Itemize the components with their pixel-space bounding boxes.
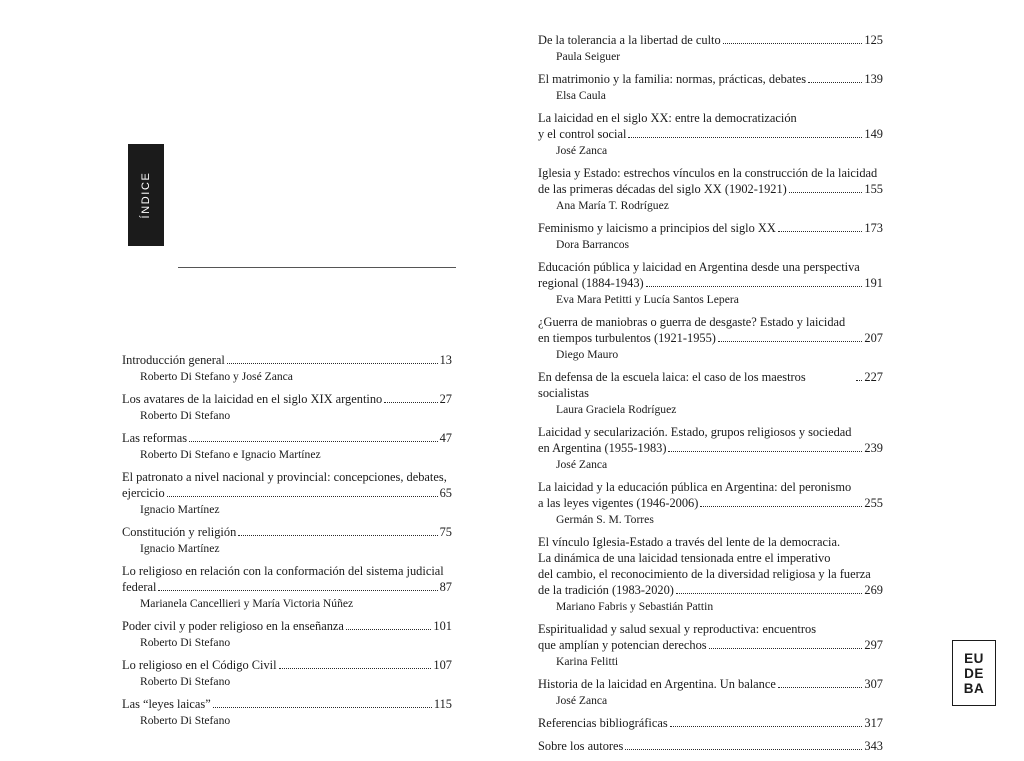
toc-entry[interactable] xyxy=(538,110,883,158)
toc-entry-title: Poder civil y poder religioso en la enseñanza xyxy=(122,619,344,633)
toc-entry-title: regional (1884-1943) xyxy=(538,276,644,290)
toc-leader-dots xyxy=(808,76,862,83)
toc-entry-title: a las leyes vigentes (1946-2006) xyxy=(538,496,699,510)
toc-entry-page-number: 75 xyxy=(439,525,452,539)
toc-leader-dots xyxy=(670,720,863,727)
toc-entry[interactable] xyxy=(538,369,883,417)
publisher-logo-line-1: EU xyxy=(964,650,984,666)
toc-leader-dots xyxy=(384,396,437,403)
toc-leader-dots xyxy=(158,584,437,591)
toc-entry-title: federal xyxy=(122,580,157,594)
toc-entry-page-number: 115 xyxy=(433,697,452,711)
publisher-logo-line-3: BA xyxy=(963,680,985,696)
toc-entry-title: de las primeras décadas del siglo XX (1902-1921) xyxy=(538,182,787,196)
toc-entry-title-line: Laicidad y secularización. Estado, grupos religiosos y sociedad xyxy=(538,425,852,439)
toc-entry-title: El matrimonio y la familia: normas, prácticas, debates xyxy=(538,72,807,86)
toc-entry-author: Eva Mara Petitti y Lucía Santos Lepera xyxy=(556,293,739,306)
toc-entry-title-row xyxy=(538,582,883,598)
toc-entry-title: de la tradición (1983-2020) xyxy=(538,583,674,597)
toc-entry-title: en Argentina (1955-1983) xyxy=(538,441,667,455)
toc-entry-title-line: Espiritualidad y salud sexual y reproductiva: encuentros xyxy=(538,622,817,636)
toc-entry-title-row xyxy=(538,32,883,48)
toc-entry[interactable] xyxy=(538,738,883,754)
toc-right-list xyxy=(538,32,883,761)
toc-entry-title-row xyxy=(538,126,883,142)
toc-entry-title-line: El patronato a nivel nacional y provincial: concepciones, debates, xyxy=(122,470,447,484)
toc-entry-title-row xyxy=(538,738,883,754)
toc-entry-page-number: 173 xyxy=(864,221,883,235)
toc-entry-title: Sobre los autores xyxy=(538,739,624,753)
toc-entry-title-row xyxy=(538,181,883,197)
toc-entry-author: Dora Barrancos xyxy=(556,238,630,251)
toc-entry-title-row xyxy=(538,676,883,692)
toc-entry-title-row xyxy=(538,220,883,236)
toc-entry-title: y el control social xyxy=(538,127,627,141)
toc-entry-author: Laura Graciela Rodríguez xyxy=(556,403,677,416)
toc-left-list xyxy=(122,352,452,735)
toc-leader-dots xyxy=(238,529,437,536)
toc-entry-author: Roberto Di Stefano xyxy=(140,636,231,649)
toc-entry-title-line: ¿Guerra de maniobras o guerra de desgaste? Estado y laicidad xyxy=(538,315,846,329)
toc-entry-page-number: 307 xyxy=(864,677,883,691)
toc-leader-dots xyxy=(213,701,432,708)
toc-entry-title-row xyxy=(538,369,883,401)
toc-entry-title-row xyxy=(538,71,883,87)
toc-entry-title-line: Iglesia y Estado: estrechos vínculos en la construcción de la laicidad xyxy=(538,166,878,180)
toc-entry-title-line: Educación pública y laicidad en Argentina desde una perspectiva xyxy=(538,260,860,274)
toc-entry-title-line: La laicidad y la educación pública en Argentina: del peronismo xyxy=(538,480,852,494)
toc-entry[interactable] xyxy=(538,220,883,252)
toc-entry-author: José Zanca xyxy=(556,144,608,157)
toc-entry-page-number: 343 xyxy=(864,739,883,753)
toc-leader-dots xyxy=(646,280,863,287)
toc-entry-title: que amplían y potencian derechos xyxy=(538,638,707,652)
toc-entry-page-number: 107 xyxy=(433,658,452,672)
toc-entry-author: Roberto Di Stefano xyxy=(140,714,231,727)
toc-leader-dots xyxy=(718,335,862,342)
toc-entry-author: Ana María T. Rodríguez xyxy=(556,199,669,212)
toc-entry-title: En defensa de la escuela laica: el caso de los maestros socialistas xyxy=(538,370,809,400)
toc-leader-dots xyxy=(709,642,863,649)
toc-entry-author: Roberto Di Stefano e Ignacio Martínez xyxy=(140,448,321,461)
toc-entry-title-line: Lo religioso en relación con la conformación del sistema judicial xyxy=(122,564,444,578)
toc-entry-author: Marianela Cancellieri y María Victoria Núñez xyxy=(140,597,354,610)
toc-entry-title-line: La laicidad en el siglo XX: entre la democratización xyxy=(538,111,797,125)
toc-entry-page-number: 125 xyxy=(864,33,883,47)
toc-entry-title-row xyxy=(122,391,452,407)
toc-entry[interactable] xyxy=(538,71,883,103)
toc-entry-page-number: 149 xyxy=(864,127,883,141)
toc-entry-page-number: 155 xyxy=(864,182,883,196)
toc-entry-title: De la tolerancia a la libertad de culto xyxy=(538,33,721,47)
toc-entry[interactable] xyxy=(538,314,883,362)
toc-entry[interactable] xyxy=(122,352,452,384)
toc-entry[interactable] xyxy=(538,32,883,64)
toc-entry-page-number: 239 xyxy=(864,441,883,455)
toc-entry[interactable] xyxy=(122,391,452,423)
toc-entry-title-row xyxy=(538,495,883,511)
toc-entry-title-row xyxy=(122,485,452,501)
toc-entry-title: Introducción general xyxy=(122,353,225,367)
toc-entry-title: Constitución y religión xyxy=(122,525,237,539)
toc-entry-page-number: 47 xyxy=(439,431,452,445)
toc-leader-dots xyxy=(189,435,438,442)
toc-entry-title: Las “leyes laicas” xyxy=(122,697,211,711)
toc-entry-title-row xyxy=(122,657,452,673)
toc-entry-title: en tiempos turbulentos (1921-1955) xyxy=(538,331,716,345)
toc-entry-author: Elsa Caula xyxy=(556,89,606,102)
toc-entry-page-number: 139 xyxy=(864,72,883,86)
toc-entry-title: Lo religioso en el Código Civil xyxy=(122,658,277,672)
toc-entry-title-row xyxy=(538,275,883,291)
toc-entry-page-number: 13 xyxy=(439,353,452,367)
toc-entry-title-row xyxy=(122,579,452,595)
toc-entry[interactable] xyxy=(122,618,452,650)
toc-leader-dots xyxy=(789,186,863,193)
toc-entry[interactable] xyxy=(538,676,883,708)
toc-entry-page-number: 87 xyxy=(439,580,452,594)
toc-entry-author: Roberto Di Stefano xyxy=(140,675,231,688)
toc-entry-title-line: La dinámica de una laicidad tensionada entre el imperativo xyxy=(538,551,831,565)
toc-entry[interactable] xyxy=(122,657,452,689)
section-tab-label: ÍNDICE xyxy=(140,171,152,219)
toc-leader-dots xyxy=(676,587,862,594)
toc-entry-title: Feminismo y laicismo a principios del siglo XX xyxy=(538,221,776,235)
toc-leader-dots xyxy=(723,37,863,44)
toc-leader-dots xyxy=(167,490,438,497)
toc-entry[interactable] xyxy=(538,479,883,527)
toc-entry-page-number: 27 xyxy=(439,392,452,406)
toc-entry-page-number: 297 xyxy=(864,638,883,652)
toc-entry-page-number: 317 xyxy=(864,716,883,730)
toc-leader-dots xyxy=(279,662,432,669)
horizontal-rule xyxy=(178,267,456,268)
toc-entry-title-row xyxy=(122,430,452,446)
toc-entry[interactable] xyxy=(538,165,883,213)
toc-leader-dots xyxy=(625,743,862,750)
toc-entry-title-row xyxy=(122,696,452,712)
toc-leader-dots xyxy=(778,681,863,688)
toc-entry[interactable] xyxy=(122,563,452,611)
toc-entry-title-row xyxy=(122,524,452,540)
toc-entry-author: Ignacio Martínez xyxy=(140,542,220,555)
toc-entry-title-row xyxy=(538,715,883,731)
toc-entry-page-number: 65 xyxy=(439,486,452,500)
toc-entry-author: Ignacio Martínez xyxy=(140,503,220,516)
toc-entry-title-line: del cambio, el reconocimiento de la diversidad religiosa y la fuerza xyxy=(538,567,871,581)
toc-entry-title: Historia de la laicidad en Argentina. Un balance xyxy=(538,677,776,691)
toc-entry-author: Germán S. M. Torres xyxy=(556,513,654,526)
toc-entry[interactable] xyxy=(122,524,452,556)
toc-leader-dots xyxy=(227,357,438,364)
left-column xyxy=(122,0,462,727)
toc-entry-author: José Zanca xyxy=(556,694,608,707)
toc-entry-title-line: El vínculo Iglesia-Estado a través del lente de la democracia. xyxy=(538,535,841,549)
toc-entry-title-row xyxy=(538,440,883,456)
toc-entry-page-number: 207 xyxy=(864,331,883,345)
toc-leader-dots xyxy=(668,445,862,452)
toc-entry-author: Paula Seiguer xyxy=(556,50,621,63)
toc-entry-title-row xyxy=(122,618,452,634)
toc-entry-page-number: 269 xyxy=(864,583,883,597)
toc-entry-author: Karina Felitti xyxy=(556,655,619,668)
toc-entry-author: Roberto Di Stefano xyxy=(140,409,231,422)
toc-entry-author: Mariano Fabris y Sebastián Pattin xyxy=(556,600,714,613)
toc-entry-author: Roberto Di Stefano y José Zanca xyxy=(140,370,293,383)
publisher-logo xyxy=(952,640,996,706)
toc-leader-dots xyxy=(346,623,431,630)
toc-entry[interactable] xyxy=(122,696,452,728)
publisher-logo-line-2: DE xyxy=(964,665,984,681)
toc-entry-page-number: 191 xyxy=(864,276,883,290)
toc-entry-page-number: 101 xyxy=(433,619,452,633)
toc-entry-title-row xyxy=(122,352,452,368)
toc-entry-page-number: 227 xyxy=(864,370,883,384)
toc-entry-title: Las reformas xyxy=(122,431,188,445)
toc-entry-author: José Zanca xyxy=(556,458,608,471)
toc-leader-dots xyxy=(778,225,863,232)
toc-entry-title: ejercicio xyxy=(122,486,165,500)
toc-entry-title: Los avatares de la laicidad en el siglo XIX argentino xyxy=(122,392,383,406)
toc-leader-dots xyxy=(700,500,862,507)
toc-entry-page-number: 255 xyxy=(864,496,883,510)
toc-entry-title: Referencias bibliográficas xyxy=(538,716,668,730)
toc-entry[interactable] xyxy=(538,621,883,669)
toc-entry[interactable] xyxy=(122,430,452,462)
section-tab xyxy=(128,144,164,246)
toc-entry[interactable] xyxy=(538,259,883,307)
toc-entry[interactable] xyxy=(538,715,883,731)
toc-leader-dots xyxy=(628,131,862,138)
toc-entry-title-row xyxy=(538,637,883,653)
toc-entry[interactable] xyxy=(122,469,452,517)
toc-leader-dots xyxy=(856,374,862,381)
toc-entry[interactable] xyxy=(538,424,883,472)
toc-entry-title-row xyxy=(538,330,883,346)
toc-entry-author: Diego Mauro xyxy=(556,348,619,361)
toc-entry[interactable] xyxy=(538,534,883,614)
